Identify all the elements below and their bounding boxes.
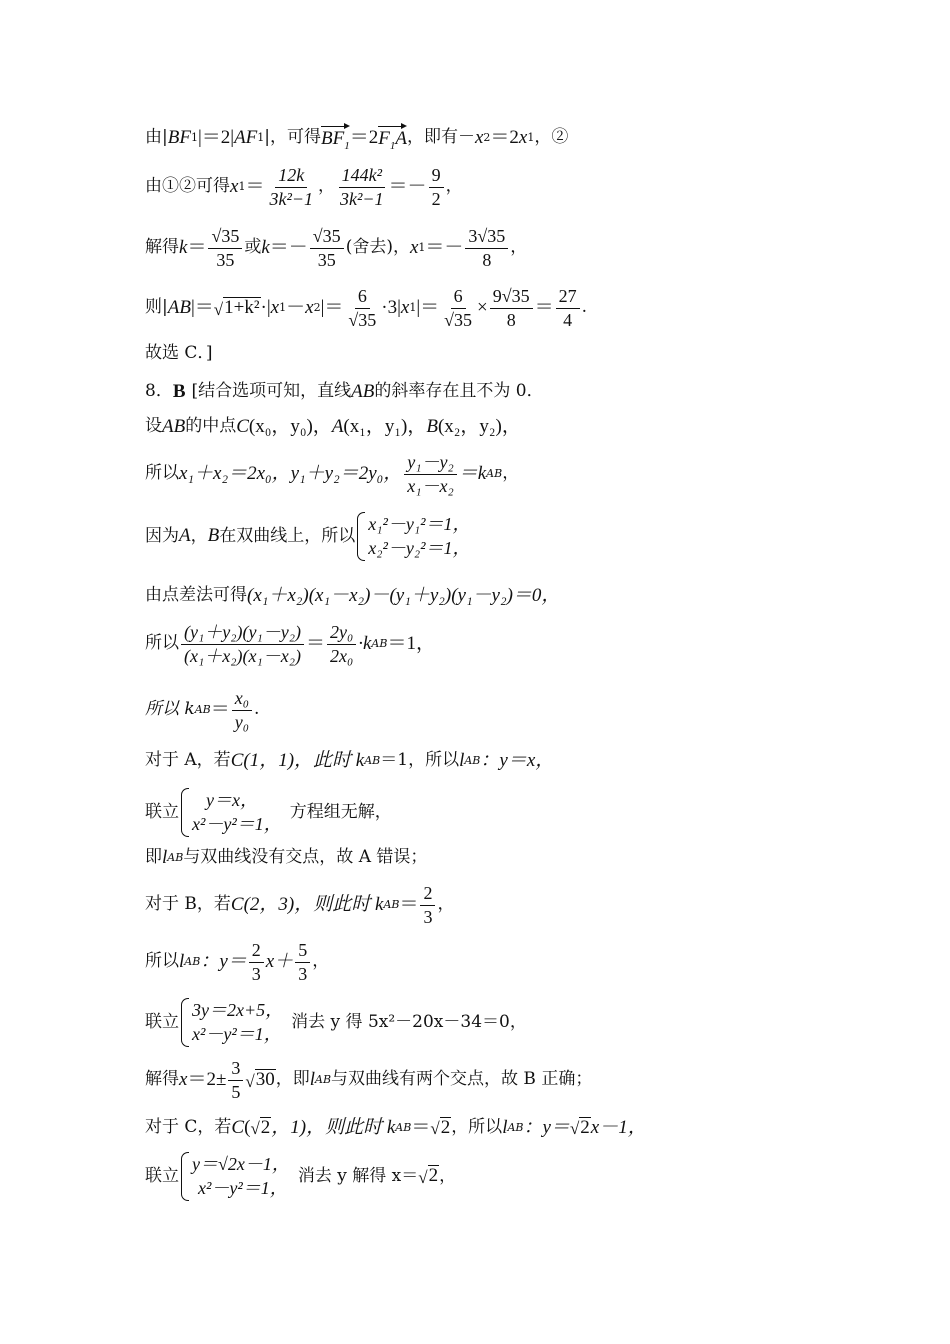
numerator: 9 bbox=[429, 165, 444, 188]
text-line-13: 对于 A，若 C (1，1)，此时 k AB ＝1，所以 l AB ：y＝x， bbox=[145, 750, 555, 771]
numerator: 3√35 bbox=[465, 226, 508, 249]
math: BF bbox=[167, 127, 191, 148]
text-line-8: 所以 x₁＋x₂＝2x₀，y₁＋y₂＝2y₀， $\frac{\text{y₁－y₂}}{\text{x₁－x₂}}$ ＝k AB ， bbox=[145, 452, 520, 496]
text: 所以 bbox=[145, 463, 179, 484]
math: ：y＝x， bbox=[480, 750, 555, 771]
math: B bbox=[426, 416, 438, 437]
math: |＝ bbox=[190, 297, 214, 319]
fraction bbox=[429, 165, 444, 209]
text: 消去 y 解得 x＝ bbox=[297, 1165, 419, 1186]
fraction bbox=[295, 940, 310, 984]
math: k bbox=[261, 237, 270, 259]
fraction bbox=[441, 286, 475, 330]
math: ＝－ bbox=[269, 237, 308, 259]
text: (舍去)， bbox=[345, 237, 410, 258]
math: x－1， bbox=[590, 1117, 647, 1139]
square-root: √ 30 bbox=[245, 1069, 275, 1091]
text: 消去 y 得 5x²－20x－34＝0， bbox=[291, 1011, 527, 1032]
text: 则| bbox=[145, 297, 168, 318]
text: ， bbox=[437, 894, 455, 915]
math: ，1)，则此时 k bbox=[271, 1117, 396, 1139]
denominator: 8 bbox=[482, 249, 492, 270]
math: ＝2 bbox=[349, 127, 379, 148]
denominator: 35 bbox=[317, 249, 336, 270]
denominator: y₀ bbox=[234, 711, 250, 732]
math: × bbox=[477, 297, 488, 319]
fraction bbox=[310, 226, 344, 270]
text-line-19: 解得 x ＝2± $\frac{3}{5}$ √ 30 ，即 l AB 与双曲线有两个交点，故 B 正确； bbox=[145, 1058, 593, 1102]
math: x＋ bbox=[265, 951, 294, 973]
math: x bbox=[305, 297, 314, 319]
square-root: √ 2 bbox=[418, 1165, 439, 1187]
text-line-4: 则| AB |＝ √ 1+k² ·| x 1 － x 2 |＝ $\frac{6}{√35}$ ·3| x 1 |＝ $\frac{6}{√35}$ × $\frac{9√35}{8}$ ＝ $\frac{27}{4}$ . bbox=[145, 286, 588, 330]
math: l bbox=[162, 847, 168, 868]
text: 对于 C，若 bbox=[145, 1117, 232, 1138]
square-root: √ 2 bbox=[569, 1117, 590, 1139]
text: 与双曲线有两个交点，故 B 正确； bbox=[331, 1069, 593, 1090]
text: ，即 bbox=[275, 1069, 310, 1090]
text-line-10 bbox=[145, 585, 890, 607]
math: (x₁，y₁)， bbox=[343, 416, 427, 437]
numerator: 6 bbox=[451, 286, 466, 309]
text-line-1: 由| BF 1 |＝2| AF 1 |，可得 $BF_1$ ＝2 $F_1A$ ，即有－ x 2 ＝2 x 1 ，② bbox=[145, 127, 569, 152]
text: 的斜率存在且不为 0． bbox=[374, 381, 544, 402]
text: 对于 B，若 bbox=[145, 894, 231, 915]
text: 联立 bbox=[145, 801, 179, 822]
numerator: 2 bbox=[420, 883, 435, 906]
fraction bbox=[490, 286, 533, 330]
math: l bbox=[179, 951, 185, 973]
text: 联立 bbox=[145, 1165, 179, 1186]
equation-row: 3y＝2x+5， bbox=[192, 1000, 284, 1020]
equation-row: x²－y²＝1， bbox=[192, 1024, 282, 1045]
math: F bbox=[378, 128, 390, 149]
math: x₁＋x₂＝2x₀，y₁＋y₂＝2y₀， bbox=[179, 463, 403, 485]
text: ， bbox=[318, 176, 335, 197]
math: C bbox=[231, 1117, 245, 1139]
fraction bbox=[404, 452, 457, 496]
math: ：y＝ bbox=[523, 1117, 570, 1139]
math: BF bbox=[321, 128, 345, 149]
left-brace bbox=[357, 512, 365, 561]
math: (x₂，y₂)， bbox=[437, 416, 521, 437]
text-line-17: 所以 l AB ：y＝ $\frac{2}{3}$ x＋ $\frac{5}{3}$ ， bbox=[145, 940, 330, 984]
text-line-20: 对于 C，若 C ( √ 2 ，1)，则此时 k AB ＝ √ 2 ，所以 l AB ：y＝ √ 2 x－1， bbox=[145, 1117, 647, 1139]
math: ＝ bbox=[399, 894, 419, 916]
equation-row: y＝√2x－1， bbox=[192, 1154, 290, 1174]
text-line-5 bbox=[145, 344, 890, 364]
radicand: 2 bbox=[428, 1165, 439, 1187]
text-line-7 bbox=[145, 416, 890, 438]
math: k bbox=[179, 237, 188, 259]
numerator: x₀ bbox=[232, 688, 252, 711]
equation-system bbox=[181, 788, 282, 837]
math: (x₁＋x₂)(x₁－x₂)－(y₁＋y₂)(y₁－y₂)＝0， bbox=[247, 585, 561, 606]
text: 解得 bbox=[145, 1069, 179, 1090]
math: x bbox=[400, 297, 410, 319]
numerator: 12k bbox=[275, 165, 307, 188]
fraction bbox=[249, 940, 264, 984]
text: 由①②可得 bbox=[145, 176, 230, 197]
text: 或 bbox=[244, 237, 262, 258]
numerator: 6 bbox=[355, 286, 370, 309]
math: (x₀，y₀)， bbox=[248, 416, 332, 437]
fraction bbox=[345, 286, 379, 330]
text: 在双曲线上，所以 bbox=[219, 525, 356, 546]
denominator: 35 bbox=[216, 249, 235, 270]
denominator: 8 bbox=[506, 309, 516, 330]
text: . bbox=[254, 699, 260, 720]
math: ( bbox=[244, 1117, 251, 1139]
radicand: 1+k² bbox=[224, 297, 260, 319]
math: C bbox=[230, 894, 244, 916]
radicand: 2 bbox=[580, 1117, 590, 1138]
math: ·3| bbox=[381, 297, 401, 319]
square-root: √ 1+k² bbox=[213, 297, 260, 319]
math: l bbox=[309, 1069, 315, 1091]
math: x bbox=[474, 127, 484, 148]
math: ＝1， bbox=[387, 633, 435, 655]
math: ＝2± bbox=[187, 1069, 227, 1091]
math: B bbox=[207, 525, 220, 547]
text: 由点差法可得 bbox=[145, 585, 247, 606]
system-rows bbox=[192, 788, 282, 837]
answer-choice: B bbox=[172, 381, 186, 402]
equation-system bbox=[181, 998, 283, 1047]
text: ， bbox=[502, 463, 520, 484]
text: 的中点 bbox=[185, 416, 237, 437]
fraction bbox=[181, 622, 304, 666]
left-brace bbox=[181, 998, 189, 1047]
text: . bbox=[581, 297, 588, 318]
text: ， bbox=[510, 237, 528, 258]
numerator: 27 bbox=[556, 286, 580, 309]
denominator: 3 bbox=[298, 963, 308, 984]
denominator: 2x₀ bbox=[329, 645, 354, 666]
math: ＝－ bbox=[425, 237, 464, 259]
math: ＝ bbox=[411, 1117, 431, 1139]
denominator: (x₁＋x₂)(x₁－x₂) bbox=[184, 645, 301, 666]
math: (1，1)，此时 k bbox=[243, 750, 365, 771]
numerator: 144k² bbox=[339, 165, 385, 188]
text-line-14 bbox=[145, 788, 890, 837]
math: A bbox=[179, 525, 191, 547]
numerator: 3 bbox=[228, 1058, 243, 1081]
text: 故选 C．] bbox=[145, 343, 213, 363]
text-line-3: 解得 k ＝ $\frac{√35}{35}$ 或 k ＝－ $\frac{√35}{35}$ (舍去)， x 1 ＝－ $\frac{3√35}{8}$ ， bbox=[145, 226, 528, 270]
vector-bf1 bbox=[321, 126, 350, 150]
text-line-16: 对于 B，若 C (2，3)，则此时 k AB ＝ $\frac{2}{3}$ ， bbox=[145, 883, 455, 927]
math: |＝ bbox=[416, 297, 440, 319]
math: AB bbox=[351, 381, 375, 402]
left-brace bbox=[181, 788, 189, 837]
equation-row: x₂²－y₂²＝1， bbox=[368, 538, 471, 559]
math: AB bbox=[167, 297, 191, 319]
text: 因为 bbox=[145, 525, 179, 546]
math: AB bbox=[162, 416, 186, 437]
math: A bbox=[331, 416, 344, 437]
math: |＝2| bbox=[197, 127, 235, 148]
numerator: 5 bbox=[295, 940, 310, 963]
math: ＝2 bbox=[490, 127, 519, 148]
radicand: 2 bbox=[260, 1117, 271, 1138]
numerator: √35 bbox=[208, 226, 242, 249]
text: |，可得 bbox=[264, 127, 322, 148]
radicand: 30 bbox=[255, 1069, 275, 1091]
text: 联立 bbox=[145, 1011, 179, 1032]
equation-row: x²－y²＝1， bbox=[198, 1178, 288, 1199]
denominator: 3k²−1 bbox=[340, 188, 384, 209]
denominator: 5 bbox=[231, 1081, 241, 1102]
math: ＝ bbox=[187, 237, 207, 259]
math: x bbox=[179, 1069, 188, 1091]
denominator: 2 bbox=[431, 188, 441, 209]
math: ＝ bbox=[245, 176, 265, 198]
math: ＝ bbox=[534, 297, 554, 319]
question-number: 8． bbox=[145, 381, 173, 402]
math: |＝ bbox=[320, 297, 344, 319]
math: ＝ bbox=[210, 699, 230, 721]
subscript: 1 bbox=[389, 139, 396, 152]
math: l bbox=[459, 750, 465, 771]
text-line-11: 所以 $\frac{\text{(y₁＋y₂)(y₁－y₂)}}{\text{(x₁＋x₂)(x₁－x₂)}}$ ＝ $\frac{\text{2y₀}}{\text{2x₀}}$ ·k AB ＝1， bbox=[145, 622, 435, 666]
text: ，② bbox=[534, 127, 569, 148]
text: 由| bbox=[145, 127, 168, 148]
numerator: 2 bbox=[249, 940, 264, 963]
fraction bbox=[420, 883, 435, 927]
text: ， bbox=[312, 951, 330, 972]
text: 对于 A，若 bbox=[145, 750, 231, 771]
text: ＝1，所以 bbox=[380, 750, 460, 771]
equation-row: y＝x， bbox=[206, 790, 258, 810]
text-line-12: 所以 k AB ＝ $\frac{\text{x₀}}{\text{y₀}}$ . bbox=[145, 688, 260, 732]
text: ，所以 bbox=[451, 1117, 503, 1138]
subscript: 1 bbox=[344, 139, 350, 152]
text-line-21 bbox=[145, 1152, 890, 1201]
text-line-18 bbox=[145, 998, 890, 1047]
denominator: 3k²−1 bbox=[269, 188, 313, 209]
vector-f1a bbox=[378, 126, 407, 150]
fraction bbox=[232, 688, 252, 732]
math: ＝k bbox=[458, 463, 487, 485]
text: 与双曲线没有交点，故 A 错误； bbox=[183, 847, 428, 868]
fraction bbox=[556, 286, 580, 330]
numerator: 2y₀ bbox=[327, 622, 356, 645]
text: 设 bbox=[145, 416, 162, 437]
math: C bbox=[230, 750, 244, 771]
denominator: √35 bbox=[348, 309, 377, 330]
math: ＝－ bbox=[388, 176, 427, 198]
text: [结合选项可知，直线 bbox=[191, 381, 352, 402]
math: ：y＝ bbox=[200, 951, 247, 973]
math: AF bbox=[234, 127, 258, 148]
numerator: (y₁＋y₂)(y₁－y₂) bbox=[181, 622, 304, 645]
left-brace bbox=[181, 1152, 189, 1201]
text: 解得 bbox=[145, 237, 179, 258]
denominator: √35 bbox=[444, 309, 473, 330]
math: l bbox=[502, 1117, 508, 1139]
radicand: 2 bbox=[440, 1117, 451, 1138]
text: 方程组无解， bbox=[289, 801, 392, 822]
fraction bbox=[228, 1058, 243, 1102]
math: － bbox=[286, 297, 306, 319]
math: A bbox=[395, 128, 407, 149]
system-rows bbox=[192, 1152, 290, 1201]
text: 即 bbox=[145, 847, 162, 868]
math: x bbox=[230, 176, 239, 198]
square-root: √ 2 bbox=[430, 1117, 451, 1139]
text: 所以 k bbox=[145, 699, 195, 720]
math: ·k bbox=[358, 633, 372, 655]
text-line-9 bbox=[145, 512, 890, 561]
numerator: √35 bbox=[310, 226, 344, 249]
system-rows bbox=[192, 998, 283, 1047]
denominator: 3 bbox=[423, 906, 433, 927]
text-line-2: 由①②可得 x 1 ＝ $\frac{12k}{\text{3k²−1}}$ ， $\frac{\text{144k²}}{\text{3k²−1}}$ ＝－ $\frac{9}{2}$ ， bbox=[145, 165, 463, 209]
math: x bbox=[409, 237, 419, 259]
math: (2，3)，则此时 k bbox=[243, 894, 384, 916]
text: ， bbox=[439, 1165, 457, 1186]
question-8-answer bbox=[145, 381, 890, 403]
equation-row: x²－y²＝1， bbox=[192, 814, 282, 835]
math: x bbox=[270, 297, 280, 319]
numerator: 9√35 bbox=[490, 286, 533, 309]
denominator: 3 bbox=[251, 963, 261, 984]
equation-row: x₁²－y₁²＝1， bbox=[368, 514, 471, 534]
equation-system bbox=[357, 512, 470, 561]
text: ， bbox=[445, 176, 463, 197]
fraction bbox=[208, 226, 242, 270]
equation-system bbox=[181, 1152, 290, 1201]
fraction bbox=[327, 622, 356, 666]
text: ，即有－ bbox=[406, 127, 475, 148]
math: C bbox=[236, 416, 249, 437]
fraction bbox=[266, 165, 316, 209]
math: x bbox=[518, 127, 528, 148]
denominator: 4 bbox=[563, 309, 573, 330]
square-root: √ 2 bbox=[250, 1117, 271, 1139]
text: ， bbox=[190, 525, 208, 546]
fraction bbox=[465, 226, 508, 270]
numerator: y₁－y₂ bbox=[404, 452, 457, 475]
math: ＝ bbox=[305, 633, 325, 655]
system-rows bbox=[368, 512, 470, 561]
text: 所以 bbox=[145, 951, 179, 972]
math: ·| bbox=[260, 297, 271, 319]
text-line-15: 即 l AB 与双曲线没有交点，故 A 错误； bbox=[145, 847, 428, 868]
denominator: x₁－x₂ bbox=[407, 475, 454, 496]
fraction bbox=[337, 165, 387, 209]
text: 所以 bbox=[145, 633, 179, 654]
